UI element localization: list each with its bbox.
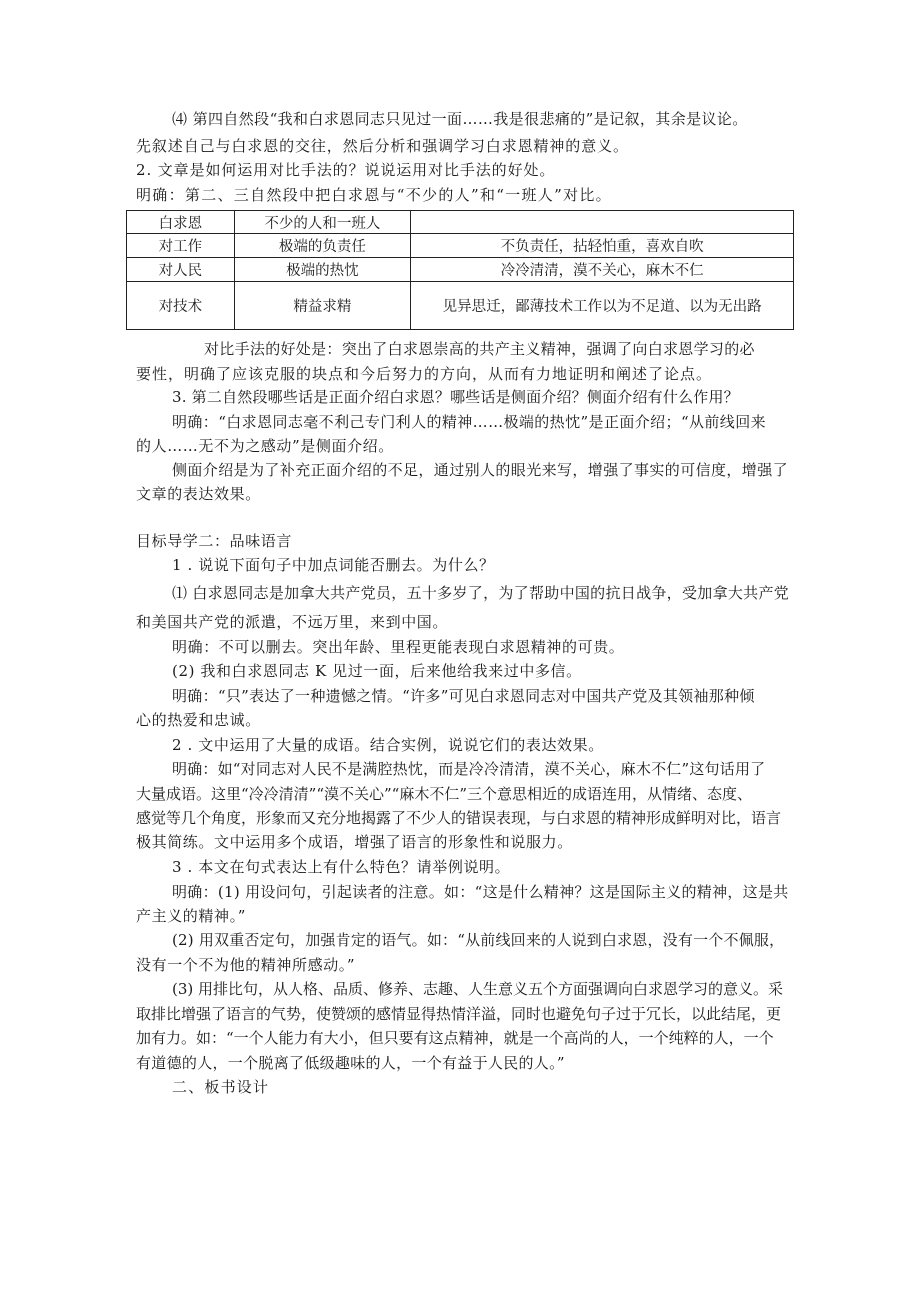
table-row: [127, 258, 794, 282]
table-cell: 不负责任，拈轻怕重，喜欢自吹: [411, 234, 794, 258]
question-2-answer-line-1: 明确：如“对同志对人民不是满腔热忱，而是冷冷清清，漠不关心，麻木不仁”这句话用了: [172, 760, 766, 778]
goal-2-question-1: 1 . 说说下面句子中加点词能否删去。为什么？: [172, 556, 495, 574]
question-2-answer: 明确：第二、三自然段中把白求恩与“不少的人”和“一班人”对比。: [136, 186, 612, 204]
paragraph-4-line-1: ⑷ 第四自然段“我和白求恩同志只见过一面……我是很悲痛的”是记叙，其余是议论。: [172, 110, 748, 128]
table-header-cell: 白求恩: [127, 211, 235, 234]
table-header-row: [127, 211, 794, 234]
question-3-answer-line-2: 的人……无不为之感动”是侧面介绍。: [136, 437, 394, 455]
question-2-answer-line-2: 大量成语。这里“冷冷清清”“漠不关心”“麻木不仁”三个意思相近的成语连用，从情绪、态度、: [136, 785, 753, 803]
sentence-1-answer: 明确：不可以删去。突出年龄、里程更能表现白求恩精神的可贵。: [172, 638, 625, 656]
sentence-2-answer-line-2: 心的热爱和忠诚。: [136, 711, 261, 729]
question-2: 2. 文章是如何运用对比手法的？说说运用对比手法的好处。: [136, 161, 556, 179]
question-3-answer-1-line-2: 产主义的精神。”: [136, 907, 246, 925]
table-row: [127, 282, 794, 330]
question-3-answer-3-line-2: 取排比增强了语言的气势，使赞颂的感情显得热情洋溢，同时也避免句子过于冗长，以此结尾，更: [136, 1005, 782, 1023]
section-2-heading: 二、板书设计: [172, 1078, 270, 1096]
table-cell: 见异思迁，鄙薄技术工作以为不足道、以为无出路: [411, 282, 794, 330]
side-intro-effect-line-1: 侧面介绍是为了补充正面介绍的不足，通过别人的眼光来写，增强了事实的可信度，增强了: [172, 461, 789, 479]
sentence-2: (2) 我和白求恩同志 K 见过一面，后来他给我来过中多信。: [172, 662, 582, 680]
table-cell: 对人民: [127, 258, 235, 282]
side-intro-effect-line-2: 文章的表达效果。: [136, 485, 261, 503]
question-3-answer-line-1: 明确：“白求恩同志毫不利己专门利人的精神……极端的热忱”是正面介绍；“从前线回来: [172, 413, 767, 431]
table-row: [127, 234, 794, 258]
table-cell: 极端的负责任: [234, 234, 410, 258]
paragraph-4-line-2: 先叙述自己与白求恩的交往，然后分析和强调学习白求恩精神的意义。: [136, 137, 629, 155]
question-3-answer-2-line-2: 没有一个不为他的精神所感动。”: [136, 956, 356, 974]
question-3-answer-1-line-1: 明确：(1) 用设问句，引起读者的注意。如：“这是什么精神？这是国际主义的精神，这是共: [172, 883, 789, 901]
question-3-answer-3-line-1: (3) 用排比句，从人格、品质、修养、志趣、人生意义五个方面强调向白求恩学习的意义。采: [172, 980, 784, 998]
goal-2-heading: 目标导学二：品味语言: [136, 532, 293, 550]
table-cell: 冷冷清清，漠不关心，麻木不仁: [411, 258, 794, 282]
goal-2-question-3: 3 . 本文在句式表达上有什么特色？请举例说明。: [172, 858, 511, 876]
table-header-cell: [411, 211, 794, 234]
sentence-1-line-1: ⑴ 白求恩同志是加拿大共产党员，五十多岁了，为了帮助中国的抗日战争，受加拿大共产党: [172, 584, 790, 602]
comparison-table: [126, 210, 794, 330]
question-3-answer-3-line-3: 加有力。如：“一个人能力有大小，但只要有这点精神，就是一个高尚的人，一个纯粹的人，一个: [136, 1029, 774, 1047]
sentence-1-line-2: 和美国共产党的派遣，不远万里，来到中国。: [136, 613, 449, 631]
question-2-answer-line-3: 感觉等几个角度，形象而又充分地揭露了不少人的错误表现，与白求恩的精神形成鲜明对比，语言: [136, 809, 782, 827]
question-2-answer-line-4: 极其简练。文中运用多个成语，增强了语言的形象性和说服力。: [136, 833, 573, 851]
table-cell: 极端的热忱: [234, 258, 410, 282]
contrast-benefit-line-1: 对比手法的好处是：突出了白求恩崇高的共产主义精神，强调了向白求恩学习的必: [204, 340, 755, 358]
question-3: 3. 第二自然段哪些话是正面介绍白求恩？哪些话是侧面介绍？侧面介绍有什么作用？: [172, 388, 739, 406]
sentence-2-answer-line-1: 明确：“只”表达了一种遗憾之情。“许多”可见白求恩同志对中国共产党及其领袖那种倾: [172, 687, 755, 705]
table-cell: 精益求精: [234, 282, 410, 330]
table-header-cell: 不少的人和一班人: [234, 211, 410, 234]
table-cell: 对工作: [127, 234, 235, 258]
table-cell: 对技术: [127, 282, 235, 330]
goal-2-question-2: 2 . 文中运用了大量的成语。结合实例，说说它们的表达效果。: [172, 736, 604, 754]
question-3-answer-2-line-1: (2) 用双重否定句，加强肯定的语气。如：“从前线回来的人说到白求恩，没有一个不佩服，: [172, 931, 785, 949]
contrast-benefit-line-2: 要性，明确了应该克服的块点和今后努力的方向，从而有力地证明和阐述了论点。: [136, 365, 713, 383]
question-3-answer-3-line-4: 有道德的人，一个脱离了低级趣味的人，一个有益于人民的人。”: [136, 1054, 565, 1072]
